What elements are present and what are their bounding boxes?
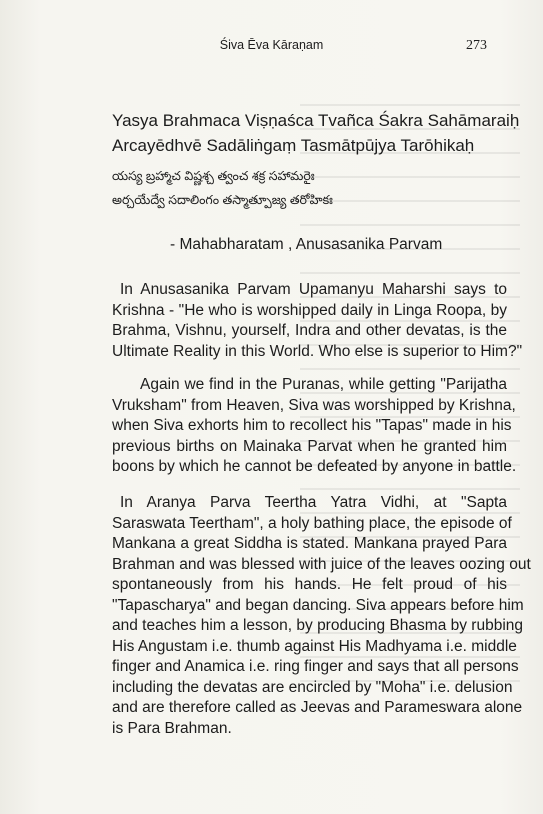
paragraph [112, 375, 517, 478]
verse-telugu [112, 164, 532, 212]
telugu-line: అర్చయేద్వే సదాలింగం తస్మాత్పూజ్య తరోహికః [112, 193, 333, 207]
running-head: Śiva Ēva Kāraṇam [219, 38, 324, 52]
paragraph-line: "Tapascharya" and began dancing. Siva appears before him [112, 596, 524, 614]
paragraph-line: and teaches him a lesson, by producing Bhasma by rubbing [112, 617, 523, 634]
paragraph-line: In Aranya Parva Teertha Yatra Vidhi, at "Sapta [120, 494, 507, 511]
verse-citation: - Mahabharatam , Anusasanika Parvam [170, 236, 443, 253]
page-header [0, 38, 543, 56]
paragraph-line: Vruksham" from Heaven, Siva was worshipped by Krishna, [112, 396, 516, 414]
paragraph-line: is Para Brahman. [112, 719, 232, 737]
paragraph-line: spontaneously from his hands. He felt proud of his [112, 576, 507, 593]
page-number: 273 [466, 38, 487, 53]
paragraph-line: boons by which he cannot be defeated by anyone in battle. [112, 458, 517, 475]
paragraph-line: Mankana a great Siddha is stated. Mankana prayed Para [112, 535, 507, 552]
paragraph-line: Brahma, Vishnu, yourself, Indra and other devatas, is the [112, 322, 507, 339]
verse-transliteration [112, 108, 532, 158]
paragraph-line: previous births on Mainaka Parvat when he granted him [112, 437, 507, 455]
paragraph-line: including the devatas are encircled by "Moha" i.e. delusion [112, 678, 513, 696]
paragraph-line: Krishna - "He who is worshipped daily in Linga Roopa, by [112, 301, 507, 319]
verse-line: Yasya Brahmaca Viṣṇaśca Tvañca Śakra Sahāmaraiḥ [112, 111, 520, 130]
paragraph-line: Saraswata Teertham", a holy bathing place, the episode of [112, 514, 512, 532]
verse-line: Arcayēdhvē Sadāliṅgaṃ Tasmātpūjya Tarōhikaḥ [112, 136, 475, 155]
paragraph-line: In Anusasanika Parvam Upamanyu Maharshi says to [120, 281, 507, 298]
paragraph-line: Ultimate Reality in this World. Who else is superior to Him?" [112, 342, 523, 360]
paragraph [112, 280, 523, 362]
paragraph-line: Again we find in the Puranas, while getting "Parijatha [140, 376, 507, 393]
telugu-line: యస్య బ్రహ్మాచ విష్ణశ్చ త్వంచ శక్ర సహామరైః [112, 169, 315, 183]
paragraph-line: and are therefore called as Jeevas and Parameswara alone [112, 699, 523, 716]
paragraph-line: finger and Anamica i.e. ring finger and says that all persons [112, 658, 519, 675]
paragraph-line: when Siva exhorts him to recollect his "Tapas" made in his [112, 417, 512, 434]
paragraph-line: His Angustam i.e. thumb against His Madhyama i.e. middle [112, 637, 517, 655]
paragraph-line: Brahman and was blessed with juice of the leaves oozing out [112, 555, 531, 573]
paragraph [112, 493, 531, 739]
